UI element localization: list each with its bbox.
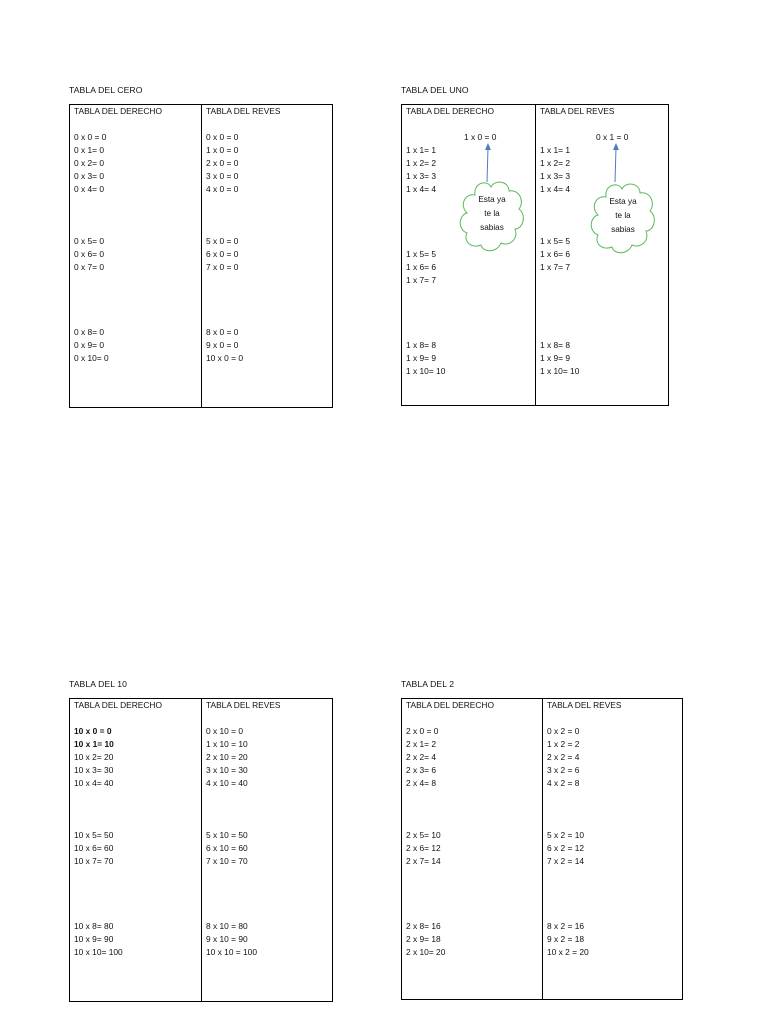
table-line: 3 x 10 = 30 [206, 765, 248, 775]
column-derecho [70, 105, 202, 407]
table-line: 8 x 2 = 16 [547, 921, 585, 931]
table-line: 2 x 0 = 0 [406, 726, 439, 736]
cloud-text-line: Esta ya [478, 195, 506, 204]
table-line: 1 x 0 = 0 [206, 145, 239, 155]
column-reves [542, 699, 683, 999]
cloud-text-line: te la [615, 211, 631, 220]
table-box [401, 104, 669, 406]
table-line: 0 x 7= 0 [74, 262, 105, 272]
table-line: 0 x 6= 0 [74, 249, 105, 259]
table-line: 0 x 0 = 0 [74, 132, 107, 142]
table-line: 1 x 8= 8 [406, 340, 437, 350]
table-line: 1 x 9= 9 [406, 353, 437, 363]
arrow-icon [610, 143, 622, 183]
table-line: 7 x 2 = 14 [547, 856, 585, 866]
column-reves [535, 105, 669, 405]
table-line: 10 x 9= 90 [74, 934, 114, 944]
table-line: 9 x 0 = 0 [206, 340, 239, 350]
table-line: 6 x 2 = 12 [547, 843, 585, 853]
table-line: 2 x 2= 4 [406, 752, 437, 762]
column-reves [201, 105, 333, 407]
table-line: 10 x 7= 70 [74, 856, 114, 866]
table-line: 1 x 10= 10 [406, 366, 446, 376]
column-reves [201, 699, 333, 1001]
table-line: 1 x 3= 3 [540, 171, 571, 181]
table-line: 8 x 0 = 0 [206, 327, 239, 337]
table-line: 4 x 10 = 40 [206, 778, 248, 788]
table-line: 0 x 10= 0 [74, 353, 109, 363]
table-line: 1 x 2= 2 [406, 158, 437, 168]
table-line: 1 x 10= 10 [540, 366, 580, 376]
table-line: 10 x 5= 50 [74, 830, 114, 840]
thought-cloud [457, 177, 527, 257]
table-line: 0 x 1= 0 [74, 145, 105, 155]
table-line: 2 x 2 = 4 [547, 752, 580, 762]
table-line: 10 x 10 = 100 [206, 947, 257, 957]
table-line: 1 x 10 = 10 [206, 739, 248, 749]
column-header: TABLA DEL REVES [540, 106, 615, 116]
table-line: 10 x 2 = 20 [547, 947, 589, 957]
table-line: 6 x 10 = 60 [206, 843, 248, 853]
reves-note: 0 x 1 = 0 [596, 132, 629, 142]
table-line: 5 x 10 = 50 [206, 830, 248, 840]
table-line: 10 x 1= 10 [74, 739, 114, 749]
table-line: 2 x 1= 2 [406, 739, 437, 749]
derecho-note: 1 x 0 = 0 [464, 132, 497, 142]
table-line: 1 x 4= 4 [540, 184, 571, 194]
table-line: 10 x 6= 60 [74, 843, 114, 853]
table-line: 4 x 2 = 8 [547, 778, 580, 788]
table-line: 10 x 10= 100 [74, 947, 123, 957]
column-header: TABLA DEL DERECHO [74, 106, 162, 116]
table-title: TABLA DEL 10 [69, 679, 128, 689]
table-line: 1 x 6= 6 [540, 249, 571, 259]
table-line: 1 x 8= 8 [540, 340, 571, 350]
table-line: 1 x 2= 2 [540, 158, 571, 168]
table-line: 7 x 0 = 0 [206, 262, 239, 272]
table-line: 10 x 0 = 0 [74, 726, 112, 736]
table-line: 3 x 0 = 0 [206, 171, 239, 181]
table-line: 1 x 5= 5 [540, 236, 571, 246]
table-line: 10 x 4= 40 [74, 778, 114, 788]
table-line: 0 x 4= 0 [74, 184, 105, 194]
table-title: TABLA DEL 2 [401, 679, 455, 689]
table-line: 8 x 10 = 80 [206, 921, 248, 931]
table-line: 2 x 5= 10 [406, 830, 441, 840]
cloud-text-line: sabias [480, 223, 504, 232]
table-line: 10 x 3= 30 [74, 765, 114, 775]
table-line: 10 x 8= 80 [74, 921, 114, 931]
column-header: TABLA DEL REVES [206, 700, 281, 710]
table-line: 0 x 3= 0 [74, 171, 105, 181]
table-line: 2 x 9= 18 [406, 934, 441, 944]
column-derecho [402, 105, 536, 405]
table-box [69, 698, 333, 1002]
table-line: 1 x 5= 5 [406, 249, 437, 259]
table-line: 1 x 9= 9 [540, 353, 571, 363]
table-line: 1 x 1= 1 [540, 145, 571, 155]
column-derecho [70, 699, 202, 1001]
table-line: 2 x 8= 16 [406, 921, 441, 931]
table-line: 1 x 2 = 2 [547, 739, 580, 749]
table-line: 9 x 2 = 18 [547, 934, 585, 944]
table-line: 10 x 2= 20 [74, 752, 114, 762]
column-derecho [402, 699, 543, 999]
column-header: TABLA DEL DERECHO [406, 106, 494, 116]
column-header: TABLA DEL DERECHO [74, 700, 162, 710]
table-box [401, 698, 683, 1000]
table-line: 0 x 9= 0 [74, 340, 105, 350]
table-title: TABLA DEL CERO [69, 85, 143, 95]
table-line: 0 x 10 = 0 [206, 726, 244, 736]
table-line: 1 x 1= 1 [406, 145, 437, 155]
table-line: 4 x 0 = 0 [206, 184, 239, 194]
table-line: 5 x 0 = 0 [206, 236, 239, 246]
table-line: 2 x 10 = 20 [206, 752, 248, 762]
table-line: 1 x 7= 7 [540, 262, 571, 272]
table-line: 5 x 2 = 10 [547, 830, 585, 840]
table-line: 1 x 7= 7 [406, 275, 437, 285]
cloud-text-line: te la [484, 209, 500, 218]
table-line: 2 x 10= 20 [406, 947, 446, 957]
table-line: 2 x 7= 14 [406, 856, 441, 866]
table-line: 6 x 0 = 0 [206, 249, 239, 259]
table-line: 1 x 6= 6 [406, 262, 437, 272]
table-line: 0 x 0 = 0 [206, 132, 239, 142]
table-line: 10 x 0 = 0 [206, 353, 244, 363]
table-box [69, 104, 333, 408]
table-title: TABLA DEL UNO [401, 85, 469, 95]
thought-cloud [588, 179, 658, 259]
table-line: 2 x 0 = 0 [206, 158, 239, 168]
table-line: 2 x 3= 6 [406, 765, 437, 775]
table-line: 9 x 10 = 90 [206, 934, 248, 944]
column-header: TABLA DEL DERECHO [406, 700, 494, 710]
cloud-text-line: Esta ya [609, 197, 637, 206]
table-line: 1 x 3= 3 [406, 171, 437, 181]
table-line: 0 x 8= 0 [74, 327, 105, 337]
table-line: 1 x 4= 4 [406, 184, 437, 194]
column-header: TABLA DEL REVES [547, 700, 622, 710]
table-line: 7 x 10 = 70 [206, 856, 248, 866]
table-line: 0 x 5= 0 [74, 236, 105, 246]
table-line: 0 x 2= 0 [74, 158, 105, 168]
cloud-text-line: sabias [611, 225, 635, 234]
column-header: TABLA DEL REVES [206, 106, 281, 116]
table-line: 0 x 2 = 0 [547, 726, 580, 736]
table-line: 3 x 2 = 6 [547, 765, 580, 775]
table-line: 2 x 6= 12 [406, 843, 441, 853]
table-line: 2 x 4= 8 [406, 778, 437, 788]
